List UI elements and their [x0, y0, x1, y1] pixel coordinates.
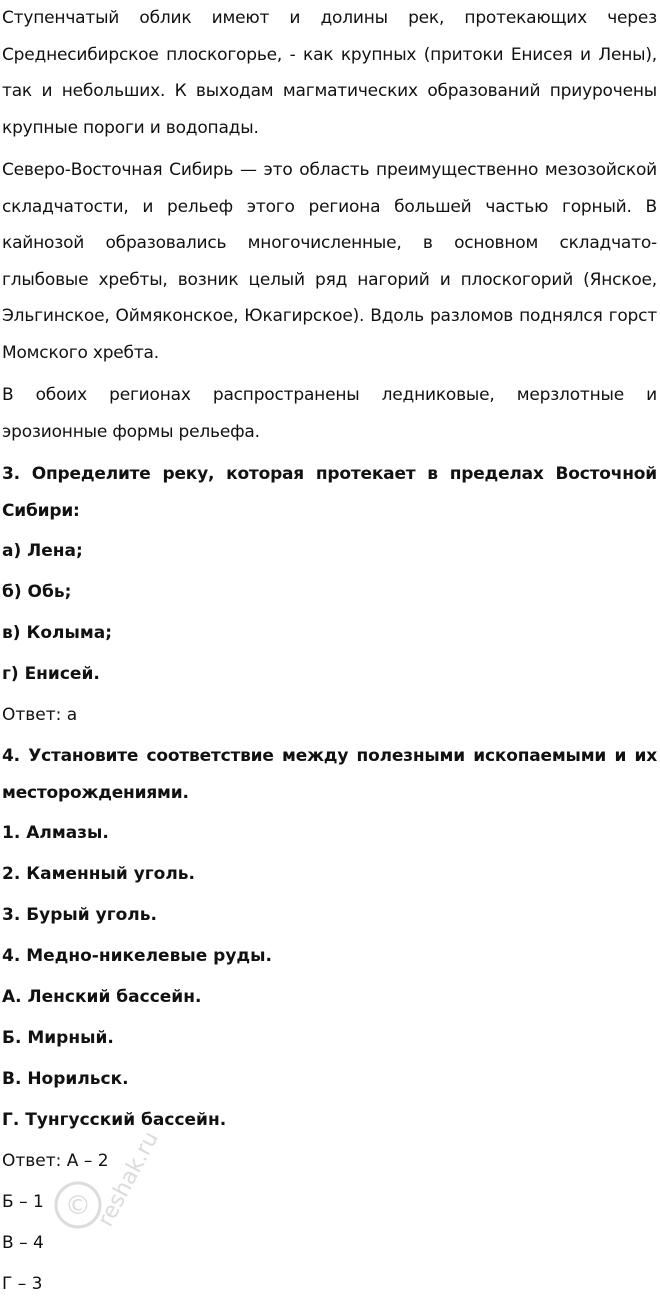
question-4-item-2: 2. Каменный уголь.	[2, 864, 195, 884]
watermark-text: reshak.ru	[93, 1127, 164, 1231]
question-4-item-4: 4. Медно-никелевые руды.	[2, 946, 272, 966]
question-4-place-d: Г. Тунгусский бассейн.	[2, 1110, 227, 1130]
question-3-option-a: а) Лена;	[2, 541, 83, 561]
question-4-item-1: 1. Алмазы.	[2, 823, 109, 843]
watermark-symbol: ©	[65, 1191, 91, 1221]
paragraph-1: Ступенчатый облик имеют и долины рек, протекающих через Среднесибирское плоскогорье, - как крупных (притоки Енисея и Лены), так и небольших. К выходам магматических образований приурочены крупные пороги и водопады.	[2, 8, 657, 138]
question-4-place-a: А. Ленский бассейн.	[2, 987, 202, 1007]
question-4-answer-4: Г – 3	[2, 1274, 43, 1294]
question-3-option-d: г) Енисей.	[2, 664, 100, 684]
question-4-place-b: Б. Мирный.	[2, 1028, 114, 1048]
question-4	[2, 738, 657, 1302]
paragraph-3: В обоих регионах распространены ледниковые, мерзлотные и эрозионные формы рельефа.	[2, 385, 657, 442]
document	[2, 0, 657, 1307]
question-3-option-c: в) Колыма;	[2, 623, 113, 643]
paragraph-2: Северо-Восточная Сибирь — это область преимущественно мезозойской складчатости, и рельеф этого региона большей частью горный. В кайнозой образовались многочисленные, в основном складчато-глыбовые хребты, возник целый ряд нагорий и плоскогорий (Янское, Эльгинское, Оймяконское, Юкагирское). Вдоль разломов поднялся горст Момского хребта.	[2, 160, 657, 363]
question-4-answer-3: В – 4	[2, 1233, 44, 1253]
question-4-text: 4. Установите соответствие между полезными ископаемыми и их месторождениями.	[2, 746, 657, 803]
question-3-option-b: б) Обь;	[2, 582, 72, 602]
question-3-answer: Ответ: а	[2, 705, 78, 725]
question-4-answer-1: Ответ: А – 2	[2, 1151, 109, 1171]
question-3	[2, 456, 657, 733]
question-4-item-3: 3. Бурый уголь.	[2, 905, 157, 925]
question-4-place-c: В. Норильск.	[2, 1069, 129, 1089]
question-3-text: 3. Определите реку, которая протекает в пределах Восточной Сибири:	[2, 464, 657, 521]
question-4-answer-2: Б – 1	[2, 1192, 44, 1212]
